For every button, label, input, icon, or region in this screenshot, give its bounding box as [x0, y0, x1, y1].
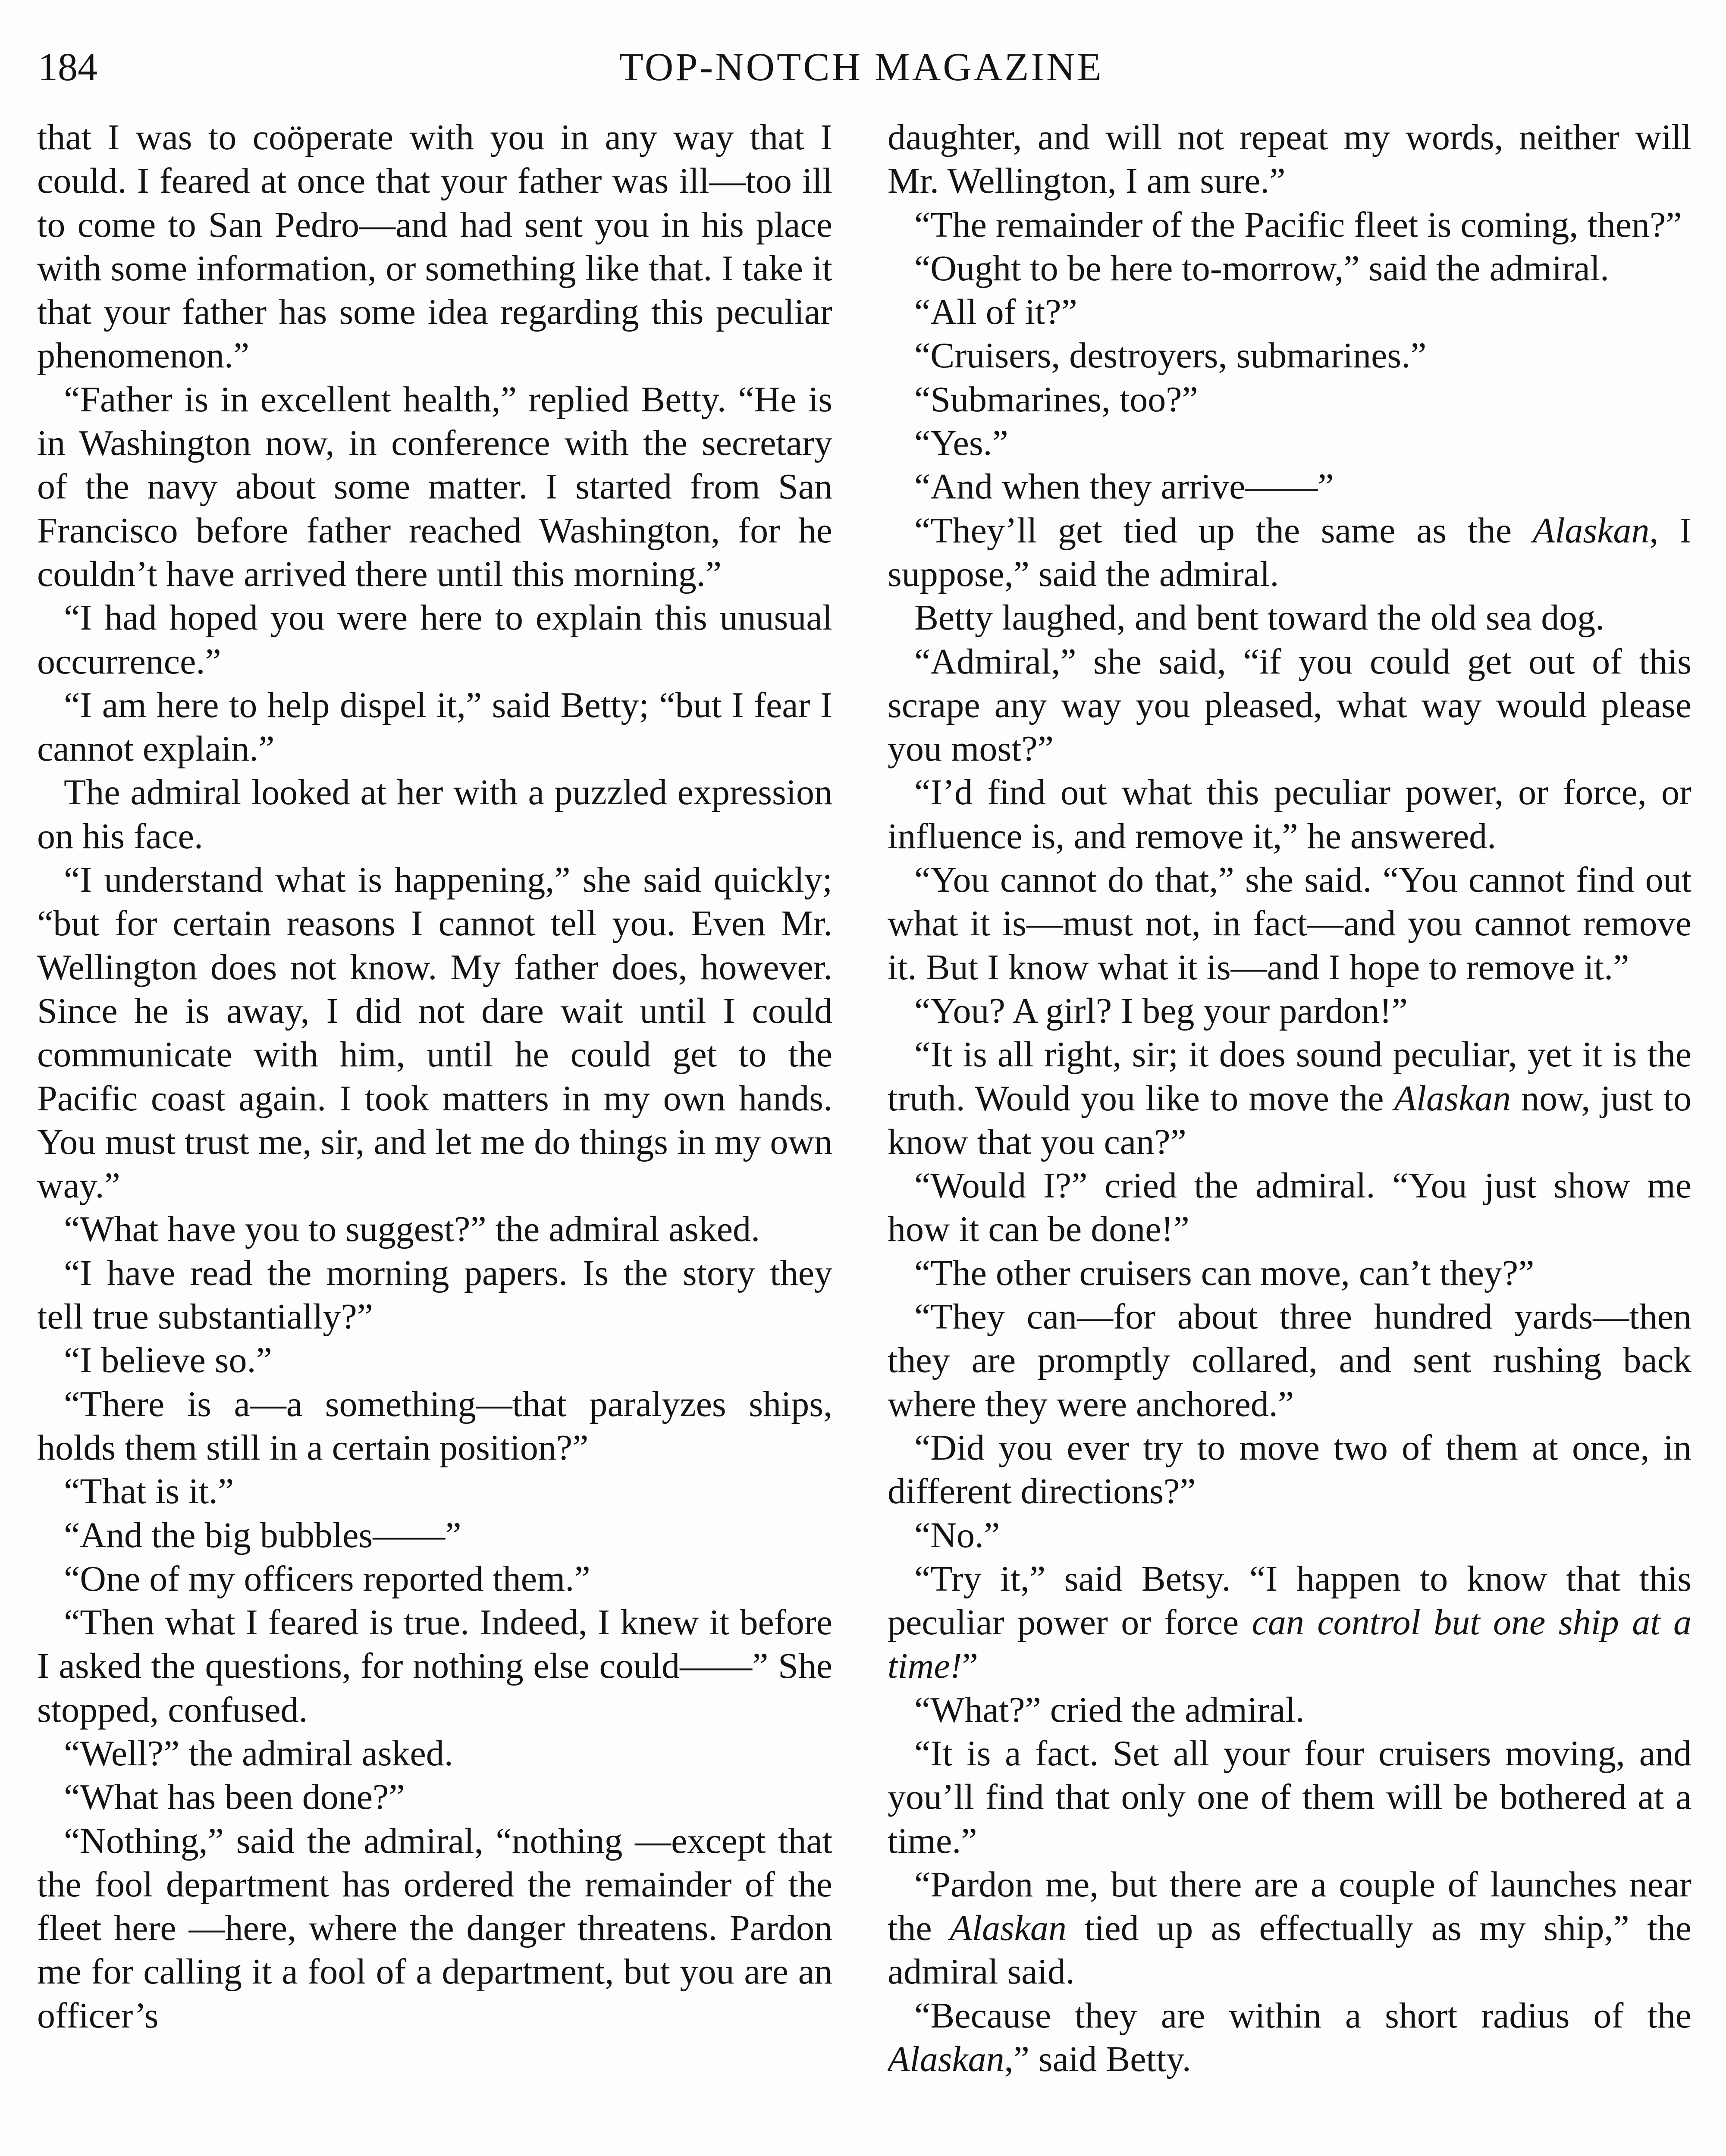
- paragraph: “Cruisers, destroyers, submarines.”: [914, 335, 1427, 376]
- paragraph: “No.”: [914, 1515, 1000, 1555]
- italic-text: Alaskan: [888, 2039, 1004, 2080]
- paragraph: “Would I?” cried the admiral. “You just show me how it can be done!”: [888, 1166, 1691, 1250]
- paragraph: “Yes.”: [914, 423, 1008, 464]
- paragraph: “All of it?”: [914, 292, 1077, 332]
- paragraph: “That is it.”: [64, 1471, 234, 1512]
- paragraph: daughter, and will not repeat my words, neither will Mr. Wellington, I am sure.”: [888, 117, 1691, 201]
- paragraph: “Well?” the admiral asked.: [64, 1733, 453, 1774]
- running-title: TOP-NOTCH MAGAZINE: [619, 45, 1104, 89]
- paragraph: “Try it,” said Betsy. “I happen to know that this peculiar power or force can control but one ship at a time!”: [888, 1558, 1691, 1686]
- paragraph: “I have read the morning papers. Is the story they tell true substantially?”: [37, 1253, 832, 1337]
- paragraph: “Father is in excellent health,” replied Betty. “He is in Washington now, in conference with the secretary of the navy about some matter. I started from San Francisco before father reached Washington, for he couldn’t have arrived there until this morning.”: [37, 379, 832, 594]
- italic-text: Alaskan: [1532, 510, 1650, 551]
- paragraph: “What has been done?”: [64, 1777, 405, 1818]
- paragraph: “One of my officers reported them.”: [64, 1558, 590, 1599]
- paragraph: “You? A girl? I beg your pardon!”: [914, 990, 1408, 1031]
- paragraph: “Nothing,” said the admiral, “nothing —except that the fool department has ordered the remainder of the fleet here —here, where the danger threatens. Pardon me for calling it a fool of a department, but you are an officer’s: [37, 1821, 832, 2036]
- paragraph: “Then what I feared is true. Indeed, I knew it before I asked the questions, for nothing else could——” She stopped, confused.: [37, 1602, 832, 1730]
- paragraph: “Did you ever try to move two of them at once, in different directions?”: [888, 1427, 1691, 1512]
- paragraph: “And the big bubbles——”: [64, 1515, 461, 1555]
- paragraph: “The remainder of the Pacific fleet is coming, then?”: [914, 204, 1682, 245]
- paragraph: The admiral looked at her with a puzzled expression on his face.: [37, 772, 832, 856]
- left-column: [37, 116, 832, 2156]
- paragraph: “I understand what is happening,” she said quickly; “but for certain reasons I cannot tell you. Even Mr. Wellington does not know. My father does, however. Since he is away, I did not dare wait until I could communicate with him, until he could get to the Pacific coast again. I took matters in my own hands. You must trust me, sir, and let me do things in my own way.”: [37, 860, 832, 1206]
- paragraph: “Because they are within a short radius of the Alaskan,” said Betty.: [888, 1995, 1691, 2080]
- paragraph: “They’ll get tied up the same as the Alaskan, I suppose,” said the admiral.: [888, 510, 1691, 594]
- paragraph: “Ought to be here to-morrow,” said the admiral.: [914, 248, 1610, 288]
- italic-text: Alaskan: [1394, 1078, 1511, 1119]
- paragraph: “They can—for about three hundred yards—then they are promptly collared, and sent rushing back where they were anchored.”: [888, 1297, 1691, 1424]
- italic-text: Alaskan: [950, 1908, 1067, 1949]
- paragraph: “It is a fact. Set all your four cruisers moving, and you’ll find that only one of them will be bothered at a time.”: [888, 1733, 1691, 1861]
- paragraph: “I believe so.”: [64, 1340, 272, 1381]
- paragraph: “I had hoped you were here to explain this unusual occurrence.”: [37, 598, 832, 682]
- page-header: [38, 41, 1685, 93]
- paragraph: “I’d find out what this peculiar power, or force, or influence is, and remove it,” he answered.: [888, 772, 1691, 856]
- paragraph: “There is a—a something—that paralyzes ships, holds them still in a certain position?”: [37, 1384, 832, 1468]
- page-number: 184: [38, 45, 97, 89]
- right-column: [888, 116, 1691, 2156]
- paragraph: Betty laughed, and bent toward the old sea dog.: [914, 598, 1605, 638]
- paragraph: that I was to coöperate with you in any way that I could. I feared at once that your father was ill—too ill to come to San Pedro—and had sent you in his place with some information, or something like that. I take it that your father has some idea regarding this peculiar phenomenon.”: [37, 117, 832, 376]
- paragraph: “Pardon me, but there are a couple of launches near the Alaskan tied up as effectually as my ship,” the admiral said.: [888, 1864, 1691, 1992]
- paragraph: “It is all right, sir; it does sound peculiar, yet it is the truth. Would you like to move the Alaskan now, just to know that you can?”: [888, 1034, 1691, 1162]
- paragraph: “And when they arrive——”: [914, 467, 1334, 507]
- paragraph: “Submarines, too?”: [914, 379, 1198, 420]
- paragraph: “What?” cried the admiral.: [914, 1689, 1305, 1730]
- paragraph: “You cannot do that,” she said. “You cannot find out what it is—must not, in fact—and you cannot remove it. But I know what it is—and I hope to remove it.”: [888, 860, 1691, 987]
- italic-text: can control but one ship at a time!: [888, 1602, 1691, 1686]
- paragraph: “Admiral,” she said, “if you could get out of this scrape any way you pleased, what way would please you most?”: [888, 641, 1691, 769]
- paragraph: “I am here to help dispel it,” said Betty; “but I fear I cannot explain.”: [37, 685, 832, 769]
- paragraph: “What have you to suggest?” the admiral asked.: [64, 1209, 760, 1250]
- paragraph: “The other cruisers can move, can’t they?”: [914, 1253, 1535, 1293]
